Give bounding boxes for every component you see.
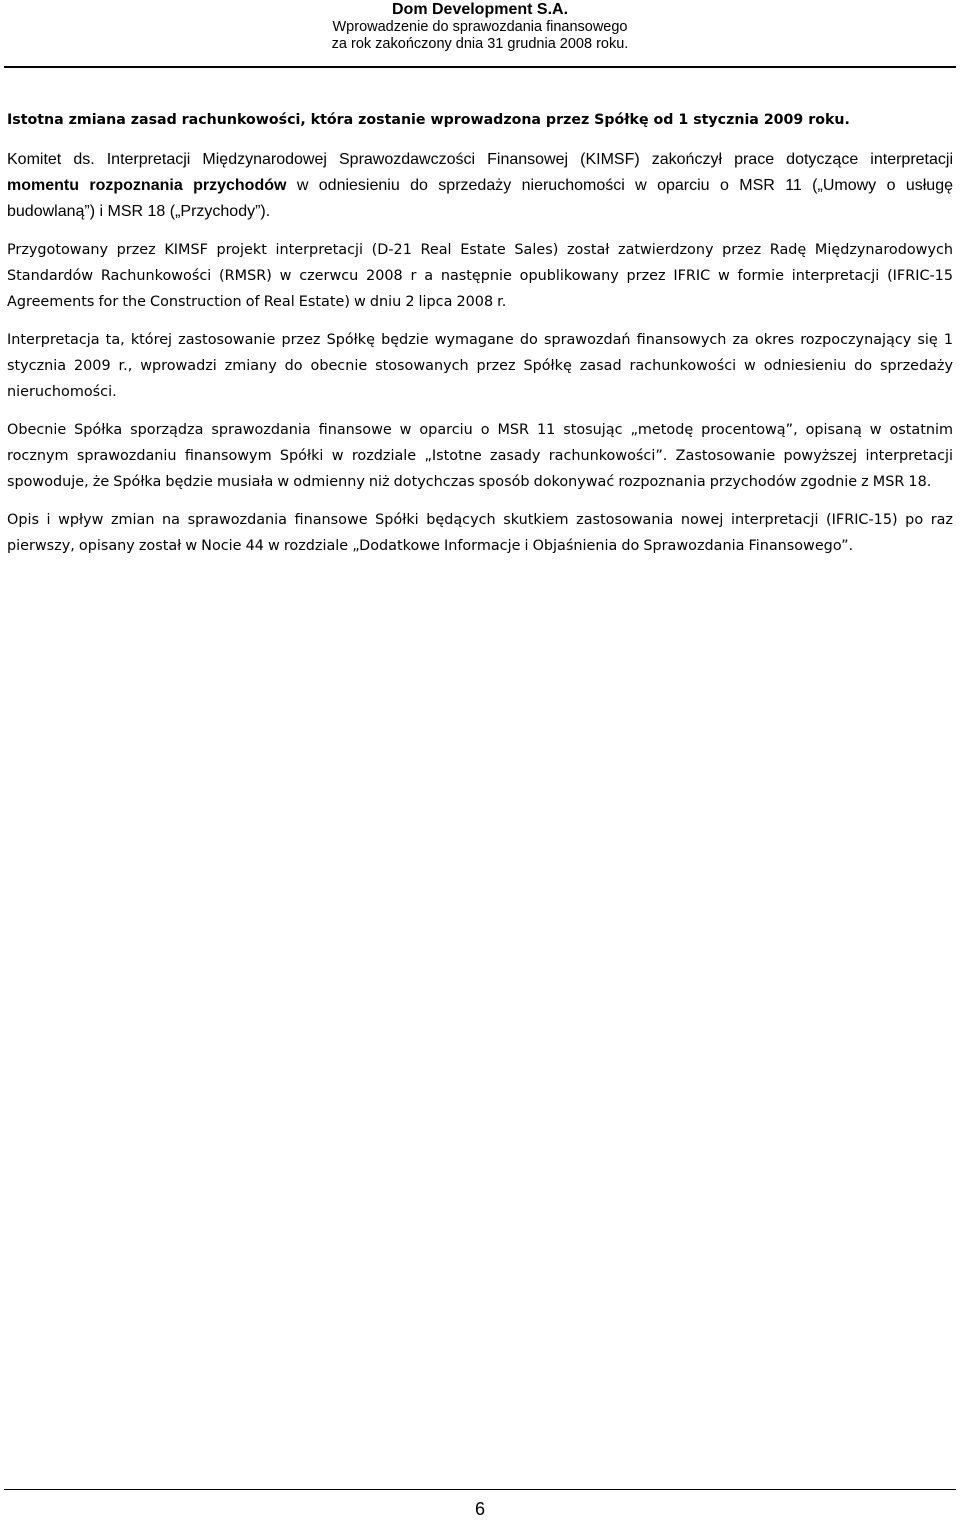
header-report-period: za rok zakończony dnia 31 grudnia 2008 roku. [331, 36, 629, 52]
header-divider [4, 66, 956, 68]
paragraph-emphasis: momentu rozpoznania przychodów [7, 177, 287, 194]
paragraph-draft-interpretation: Przygotowany przez KIMSF projekt interpretacji (D-21 Real Estate Sales) został zatwierdzony przez Radę Międzynarodowych Standardów Rachunkowości (RMSR) w czerwcu 2008 r a następnie opublikowany przez IFRIC w formie interpretacji (IFRIC-15 Agreements for the Construction of Real Estate) w dniu 2 lipca 2008 r. [7, 242, 953, 310]
document-body [7, 147, 953, 571]
paragraph-interpretation-effect: Interpretacja ta, której zastosowanie przez Spółkę będzie wymagane do sprawozdań finansowych za okres rozpoczynający się 1 stycznia 2009 r., wprowadzi zmiany do obecnie stosowanych przez Spółkę zasad rachunkowości w odniesieniu do sprzedaży nieruchomości. [7, 332, 953, 400]
page-number: 6 [474, 1499, 485, 1519]
company-name: Dom Development S.A. [391, 1, 569, 18]
paragraph-kimsf [7, 147, 953, 225]
footer-divider [4, 1489, 956, 1490]
header-report-title: Wprowadzenie do sprawozdania finansowego [332, 19, 628, 35]
page-header [0, 0, 960, 53]
paragraph-current-method: Obecnie Spółka sporządza sprawozdania finansowe w oparciu o MSR 11 stosując „metodę procentową”, opisaną w ostatnim rocznym sprawozdaniu finansowym Spółki w rozdziale „Istotne zasady rachunkowości”. Zastosowanie powyższej interpretacji spowoduje, że Spółka będzie musiała w odmienny niż dotychczas sposób dokonywać rozpoznania przychodów zgodnie z MSR 18. [7, 422, 953, 490]
paragraph-text: Komitet ds. Interpretacji Międzynarodowej Sprawozdawczości Finansowej (KIMSF) zakończył prace dotyczące interpretacji [7, 151, 953, 168]
paragraph-text: w odniesieniu do sprzedaży nieruchomości w oparciu o MSR 11 („Umowy o usługę budowlaną”) i MSR 18 („Przychody”). [7, 177, 953, 220]
section-heading: Istotna zmiana zasad rachunkowości, która zostanie wprowadzona przez Spółkę od 1 stycznia 2009 roku. [7, 112, 850, 128]
paragraph-impact-note: Opis i wpływ zmian na sprawozdania finansowe Spółki będących skutkiem zastosowania nowej interpretacji (IFRIC-15) po raz pierwszy, opisany został w Nocie 44 w rozdziale „Dodatkowe Informacje i Objaśnienia do Sprawozdania Finansowego”. [7, 512, 953, 554]
